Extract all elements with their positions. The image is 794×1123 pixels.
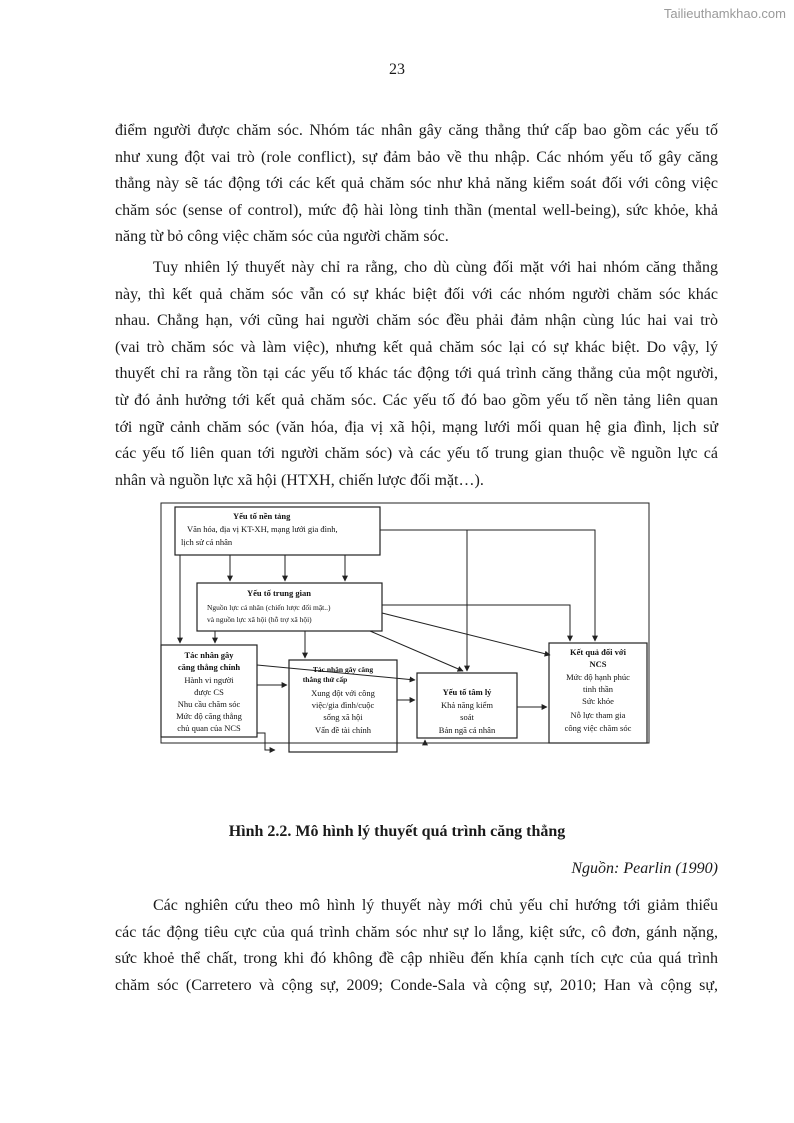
primary-stressors-line: được CS (194, 687, 224, 697)
paragraph-2 (115, 255, 718, 494)
paragraph-2-line: các yếu tố liên quan tới người chăm sóc) và các yếu tố trung gian thuộc về nguồn lực cá (115, 445, 718, 463)
figure-source: Nguồn: Pearlin (1990) (571, 860, 718, 877)
paragraph-2-line: Tuy nhiên lý thuyết này chỉ ra rằng, cho dù cùng đối mặt với hai nhóm căng thẳng (153, 259, 718, 276)
paragraph-3-line: sức khoẻ thể chất, trong khi đó không đề cập nhiều đến khía cạnh tích cực của quá trình (115, 950, 718, 968)
background-factors-line: Văn hóa, địa vị KT-XH, mạng lưới gia đình, (187, 524, 338, 534)
intermediate-factors-line: Nguồn lực cá nhân (chiến lược đối mặt..) (207, 603, 331, 612)
secondary-stressors-title: thẳng thứ cấp (302, 675, 348, 684)
arrow (257, 733, 275, 750)
diagram-svg (155, 495, 655, 755)
paragraph-2-line: từ đó ảnh hưởng tới kết quả chăm sóc. Các yếu tố đó bao gồm yếu tố nền tảng liên quan (115, 391, 718, 409)
paragraph-1-line: thẳng này sẽ tác động tới các kết quả chăm sóc như khả năng kiểm soát đối với công việc (115, 175, 718, 193)
watermark: Tailieuthamkhao.com (663, 6, 786, 21)
outcomes-title: NCS (589, 659, 607, 669)
outcomes-line: Mức độ hạnh phúc (566, 672, 630, 682)
intermediate-factors-title: Yếu tố trung gian (247, 588, 311, 598)
primary-stressors-title: căng thẳng chính (177, 662, 241, 672)
outcomes-title: Kết quả đối với (570, 647, 626, 657)
background-factors-line: lịch sử cá nhân (181, 537, 233, 547)
outcomes-line: công việc chăm sóc (564, 723, 632, 733)
paragraph-1 (115, 118, 718, 251)
background-factors-title: Yếu tố nền tảng (233, 511, 291, 521)
paragraph-2-line: này, thì kết quả chăm sóc vẫn có sự khác biệt đối với các nhóm người chăm sóc khác (115, 285, 718, 303)
primary-stressors-line: chủ quan của NCS (177, 723, 241, 733)
paragraph-1-line: chăm sóc (sense of control), mức độ hài lòng tinh thần (mental well-being), sức khỏe, khả (115, 201, 718, 219)
secondary-stressors-line: sống xã hội (323, 712, 363, 722)
intermediate-factors-line: và nguồn lực xã hội (hỗ trợ xã hội) (207, 615, 312, 624)
psychological-factors-line: Khả năng kiểm (441, 700, 493, 710)
paragraph-1-line: như xung đột vai trò (role conflict), sự đảm bảo về thu nhập. Các nhóm yếu tố gây căng (115, 148, 718, 166)
paragraph-3 (115, 893, 718, 999)
paragraph-2-line: (vai trò chăm sóc và làm việc), nhưng kết quả chăm sóc lại có sự khác biệt. Do vậy, lý (115, 338, 718, 356)
paragraph-3-line: các tác động tiêu cực của quá trình chăm sóc như sự lo lắng, kiệt sức, cô đơn, gánh nặng, (115, 923, 718, 941)
paragraph-2-line: thuyết chỉ ra rằng tồn tại các yếu tố khác tác động tới quá trình căng thẳng của một người, (115, 365, 718, 383)
primary-stressors-line: Mức độ căng thẳng (176, 711, 242, 721)
paragraph-3-line: Các nghiên cứu theo mô hình lý thuyết này mới chủ yếu chỉ hướng tới giảm thiểu (153, 897, 718, 914)
psychological-factors-line: Bản ngã cá nhân (438, 725, 496, 735)
page-number: 23 (389, 61, 405, 78)
paragraph-1-line: điểm người được chăm sóc. Nhóm tác nhân gây căng thẳng thứ cấp bao gồm các yếu tố (115, 122, 718, 139)
psychological-factors-title: Yếu tố tâm lý (442, 687, 492, 697)
arrow (380, 530, 595, 641)
stress-process-diagram (155, 495, 655, 755)
paragraph-1-line: năng từ bỏ công việc chăm sóc của người chăm sóc. (115, 228, 449, 246)
outcomes-line: Nỗ lực tham gia (570, 710, 626, 720)
primary-stressors-line: Hành vi người (184, 675, 234, 685)
secondary-stressors-line: Vấn đề tài chính (315, 725, 371, 735)
paragraph-2-line: nhân và nguồn lực xã hội (HTXH, chiến lược đối mặt…). (115, 471, 484, 489)
secondary-stressors-title: Tác nhân gây căng (312, 665, 374, 674)
secondary-stressors-line: việc/gia đình/cuộc (311, 700, 375, 710)
paragraph-2-line: nhau. Chẳng hạn, với cũng hai người chăm sóc đều phải đảm nhận cùng lúc hai vai trò (115, 312, 718, 330)
primary-stressors-title: Tác nhân gây (184, 650, 234, 660)
psychological-factors-line: soát (460, 712, 474, 722)
arrow (382, 613, 550, 655)
outcomes-line: Sức khỏe (582, 696, 614, 706)
arrow (382, 605, 570, 641)
paragraph-2-line: tới ngữ cảnh chăm sóc (văn hóa, địa vị xã hội, mạng lưới mối quan hệ gia đình, lịch sử (115, 418, 718, 436)
figure-caption: Hình 2.2. Mô hình lý thuyết quá trình căng thẳng (228, 823, 566, 840)
primary-stressors-line: Nhu cầu chăm sóc (177, 699, 241, 709)
paragraph-3-line: chăm sóc (Carretero và cộng sự, 2009; Conde-Sala và cộng sự, 2010; Han và cộng sự, (115, 976, 718, 994)
outcomes-line: tinh thần (583, 684, 613, 694)
secondary-stressors-line: Xung đột với công (311, 688, 375, 698)
